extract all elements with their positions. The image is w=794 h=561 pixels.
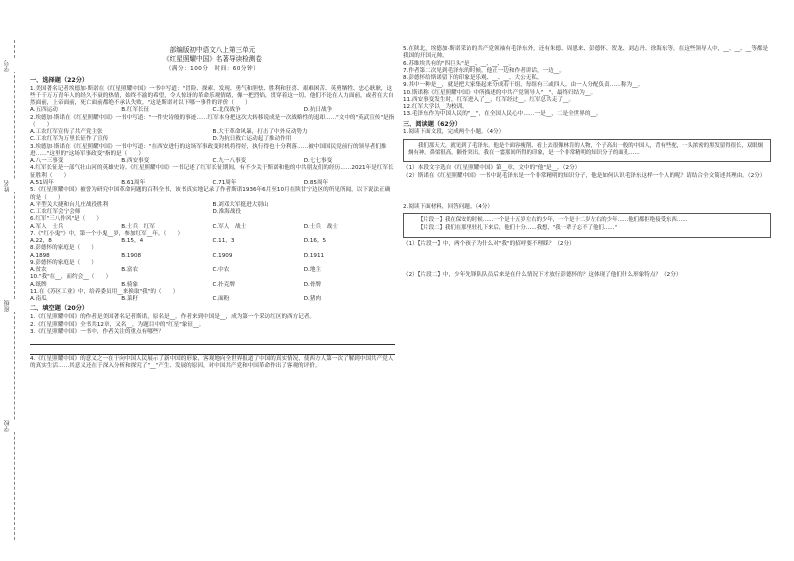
option: A.平型关大捷和台儿庄战役胜利 <box>30 201 109 208</box>
label-name: 姓名 <box>4 180 24 192</box>
answer-area[interactable] <box>403 180 771 204</box>
answer-line[interactable] <box>30 336 395 345</box>
option: D.猪肉 <box>303 296 322 303</box>
question-11: 11.在《苏区工业》中，给养委员用__来换取"我"的（ ） <box>30 288 179 295</box>
option: A.八一三事变 <box>30 158 64 165</box>
section-choice: 一、选择题（22分） <box>30 76 89 84</box>
reading-2-title: 2.阅读下面材料，回答问题。（4分） <box>403 203 494 210</box>
question-7: 7.《"红小鬼"》中，第一个小鬼__岁，参加红军__年。（ ） <box>30 230 184 237</box>
option: C.军人 战士 <box>212 223 247 230</box>
answer-area[interactable] <box>403 248 771 272</box>
fill-1: 1.《红星照耀中国》的作者是美国著名记者斯诺，原名是__。作者来到中国是__，成为第一个采访红区的西方记者。 <box>30 314 316 321</box>
option: B.菜籽 <box>121 296 139 303</box>
option: B.富农 <box>121 267 139 274</box>
option: B.61周年 <box>121 179 146 186</box>
option: D.85周年 <box>303 179 329 186</box>
fill-9: 9.其中一种是__，就是把大家集起来分成若干组，每组有三或四人，由一人分配负责……称为__。 <box>403 82 644 89</box>
right-column <box>403 46 771 279</box>
fill-10: 10.斯诺称《红星照耀中国》中所描述的中共产党领导人"__"，最终归结为__。 <box>403 89 597 96</box>
option: B.红军长征 <box>121 107 150 114</box>
option: A.纸牌 <box>30 281 47 288</box>
question-2: 2.埃德加·斯诺在《红星照耀中国》一书中写道："一件史诗般的事迹……红军本身把这次大转移说成是一次战略性的退却……"文中的"英武宣传"是指（ ） <box>30 114 395 128</box>
option: A.五四运动 <box>30 107 58 114</box>
reading-1-q1: （1）本段文字选自《红星照耀中国》第__章，文中的"他"是__。（2分） <box>403 165 581 172</box>
options-2 <box>30 129 395 144</box>
option: C.北伐战争 <box>212 107 241 114</box>
fill-4: 4.《红星照耀中国》的意义之一在于向中国人民展示了新中国的形象，客观地向全世界报道了中国的真实情况，使西方人第一次了解到中国共产党人的真实生活……其意义还在于深入分析和探究了"__"产生、发展的原因，对中国共产党和中国革命作出了客观的评价。 <box>30 356 394 370</box>
option: A.贫农 <box>30 267 47 274</box>
option: A.51周年 <box>30 179 54 186</box>
fill-6: 6.苏维埃共有的"四巨头"是__、__、__、__。 <box>403 60 515 67</box>
section-fill: 二、填空题（20分） <box>30 305 89 313</box>
exam-meta: （满分：100分 时间：60分钟） <box>165 65 260 72</box>
option: C.扑克牌 <box>212 281 235 288</box>
question-8: 8.彭德怀的家庭是（ ） <box>30 245 97 252</box>
option: D.淮海战役 <box>212 209 241 216</box>
passage-text: 我们那天大，就见到了毛泽东。他是个面容瘦削、看上去很像林肯的人物，个子高出一般的中国人，背有些驼，一头浓密的黑发留得很长，双眼炯炯有神，鼻梁很高，颧骨突出。我在一霎那间所得的印象，是一个非常精明的知识分子的面孔…… <box>408 142 764 156</box>
question-4: 4.红军长征是一部气壮山河的英雄史诗。《红星照耀中国》一书记述了红军长征期间，有不少关于斯诺和他的中共朋友们的经历……2021年是红军长征胜利（ ） <box>30 165 394 179</box>
option: B.骑象 <box>121 281 139 288</box>
question-6: 6.红军"三八作风"是（ ） <box>30 216 103 223</box>
option: D.16，5 <box>303 238 327 245</box>
option: C.11，3 <box>212 238 235 245</box>
option: C.工农红军为万里长征作了宣传 <box>30 136 109 143</box>
reading-1-title: 1.阅读下面文段，完成两个小题。（4分） <box>403 129 505 136</box>
option: C.71周年 <box>212 179 237 186</box>
reading-1-q2: （2）斯诺在《红星照耀中国》一书中说毛泽东是一个非常精明的知识分子，他是如何认识毛泽东这样一个人的呢？请结合全文简述其理由。（2分） <box>403 172 766 179</box>
passage-text: 【片段一】我在保安的时候……一个是十五岁左右的少年，一个是十二岁左右的少年……他们都拒绝接受东西…… <box>418 217 688 224</box>
fill-13: 13.毛泽东作为中国人民的"__"，在全国人民心中……一是__，二是全世界的__。 <box>403 111 602 118</box>
label-student-id: 学号 <box>4 60 24 72</box>
option: B.士兵 红军 <box>121 223 155 230</box>
question-10: 10."我"在__，而约会__（ ） <box>30 274 112 281</box>
label-school: 学校 <box>4 420 24 432</box>
page-title: 部编版初中语文八上第三单元 <box>169 46 256 54</box>
passage-text: 【片段二】我们在那里驻扎下来后，他们十分……我想，"我一辈子忘不了他们……" <box>418 225 618 232</box>
left-column <box>30 46 395 371</box>
fill-3: 3.《红星照耀中国》一书中，作者关注的重点有哪些？ <box>30 328 164 335</box>
option: D.抗日战争 <box>303 107 333 114</box>
fill-12: 12.红军大学以__为校训。 <box>403 104 468 111</box>
section-reading: 三、阅读题（62分） <box>403 120 462 128</box>
option: D.1911 <box>303 252 325 259</box>
fill-2: 2.《红星照耀中国》全书共12章，又名__，为题目中的"红星"象征__。 <box>30 321 205 328</box>
question-9: 9.彭德怀的家庭是（ ） <box>30 259 97 266</box>
option: D.士兵 战士 <box>303 223 338 230</box>
option: C.九一八事变 <box>212 158 247 165</box>
label-class: 班级 <box>4 300 24 312</box>
question-5: 5.《红星照耀中国》被誉为研究中国革命问题的百科全书，该书真实地记录了作者斯诺1936年6月至10月在陕甘宁边区的所见所闻，以下说法正确的是（ ） <box>30 187 391 201</box>
option: B.大干革命风暴，打击了中外反动势力 <box>212 129 308 136</box>
binding-margin <box>2 40 26 540</box>
reading-1-passage <box>403 139 771 163</box>
option: D.地主 <box>303 267 322 274</box>
option: A.1898 <box>30 252 50 259</box>
question-3: 3.埃德加·斯诺在《红星照耀中国》一书中写道："在西安进行的这场军事政变时机将得好，执行得也十分利落……被中国国民党前行的领导者们推进……"这里的"这场军事政变"指的是（ ） <box>30 143 387 157</box>
options-8 <box>30 253 395 260</box>
option: C.1909 <box>212 252 233 259</box>
fill-11: 11.西安事变发生时，红军进入了__，红军经过__。红军总共走了__。 <box>403 96 575 103</box>
reading-2-q2: （2）【片段二】中，少年先锋队队员后来是在什么情况下才放行彭德怀的？这体现了他们什么形象特点？（2分） <box>403 271 682 278</box>
page-subtitle: 《红星照耀中国》名著导读检测卷 <box>163 54 262 63</box>
option: D.七七事变 <box>303 158 333 165</box>
fill-5: 5.在陕北，埃德加·斯诺采访的共产党领袖有毛泽东外，还有朱德、周恩来、彭德怀、贺龙、刘志丹、徐海东等。在这些领导人中，__、__、__等都是我国的开国元帅。 <box>403 46 769 60</box>
option: B.15，4 <box>121 238 144 245</box>
reading-2-q1: （1）【片段一】中，两个孩子为什么对"我"的招呼要不理睬？（2分） <box>403 240 575 247</box>
answer-line[interactable] <box>30 346 395 355</box>
option: C.面粉 <box>212 296 230 303</box>
option: A.22，8 <box>30 238 52 245</box>
option: B.刘邓大军挺进大别山 <box>212 201 269 208</box>
option: B.西安事变 <box>121 158 150 165</box>
option: A.南瓜 <box>30 296 47 303</box>
reading-2-passage <box>403 213 771 238</box>
option: D.为抗日救亡运动起了推动作用 <box>212 136 292 143</box>
question-1: 1.美国著名记者埃德加·斯诺在《红星照耀中国》一书中写道："冒险、探索、发现、勇气和胆怯、胜利和狂喜、艰难困苦、英勇牺牲、忠心耿耿，这些千千万万青年人的经久不衰的热情，始终不渝的希望，令人惊讶的革命乐观情绪，像一把烈焰，贯穿着这一切，他们不论在人力面前，或者在大自然面前，上帝面前，死亡面前都绝不承认失败。"这是斯诺对以下哪一事件的评价（ ） <box>30 85 394 107</box>
options-5 <box>30 202 395 217</box>
option: C.中农 <box>212 267 230 274</box>
option: C.工农红军会宁会师 <box>30 209 81 216</box>
fill-8: 8.彭德怀给斯诺留下的印象是乐观、__、__、大公无私。 <box>403 75 543 82</box>
fill-7: 7.作者第二次见到毛泽东的时候，他正一边和作者讲话，一边__。 <box>403 67 565 74</box>
options-10 <box>30 282 395 289</box>
cut-line <box>14 40 15 540</box>
options-1 <box>30 107 395 114</box>
option: D.骨牌 <box>303 281 322 288</box>
option: A.军人 士兵 <box>30 223 64 230</box>
options-11 <box>30 296 395 303</box>
option: B.1908 <box>121 252 142 259</box>
options-6 <box>30 224 395 231</box>
option: A.工农红军宣传了共产党主张 <box>30 129 103 136</box>
